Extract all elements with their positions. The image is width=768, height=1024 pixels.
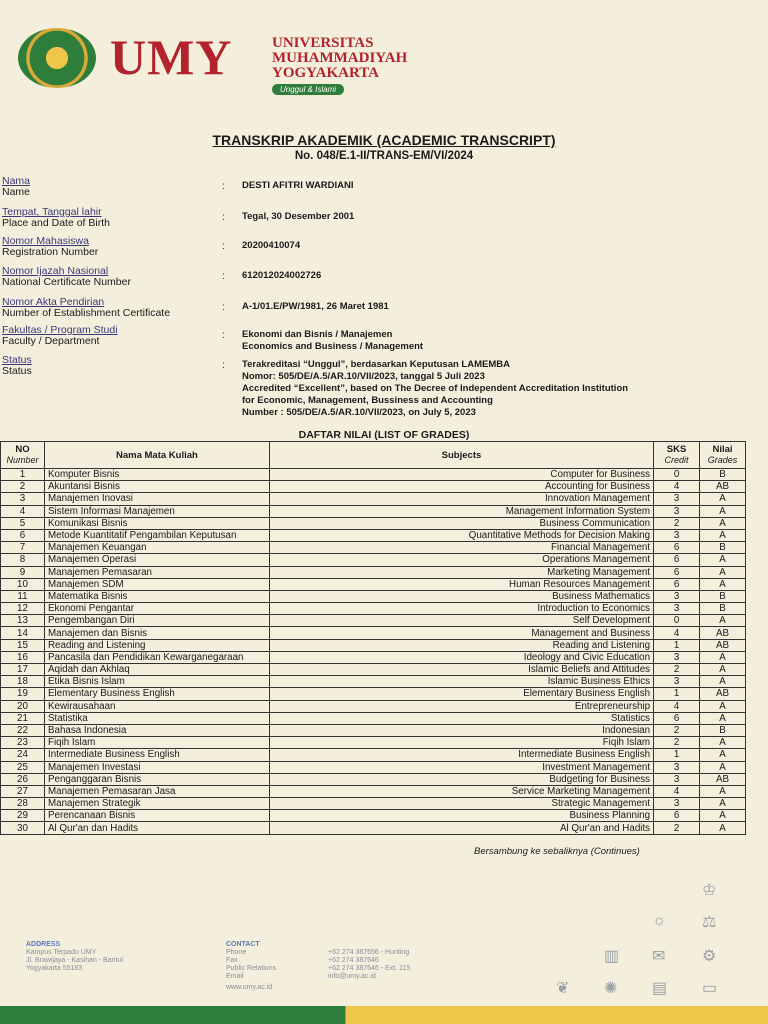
info-value-line: Ekonomi dan Bisnis / Manajemen	[242, 329, 393, 340]
course-subject: Computer for Business	[269, 469, 653, 481]
info-value-line: Economics and Business / Management	[242, 341, 424, 352]
course-subject: Fiqih Islam	[269, 737, 653, 749]
book-icon: ▤	[652, 980, 668, 997]
course-name: Manajemen dan Bisnis	[44, 627, 269, 639]
course-name: Elementary Business English	[44, 688, 269, 700]
course-name: Ekonomi Pengantar	[44, 603, 269, 615]
contact-label: CONTACT	[226, 941, 260, 948]
info-value-line: Number : 505/DE/A.5/AR.10/VII/2023, on July 5, 2023	[242, 407, 476, 418]
course-grade: B	[700, 469, 746, 481]
info-value-line: Accredited “Excellent”, based on The Decree of Independent Accreditation Institution	[242, 383, 629, 394]
course-sks: 2	[654, 737, 700, 749]
course-number: 12	[1, 603, 45, 615]
course-number: 26	[1, 773, 45, 785]
course-number: 24	[1, 749, 45, 761]
table-row	[1, 627, 746, 639]
info-label	[2, 325, 118, 347]
address-line: Jl. Brawijaya - Kasihan - Bantul	[26, 957, 123, 964]
course-grade: B	[700, 724, 746, 736]
table-row	[1, 700, 746, 712]
info-value-line: Nomor: 505/DE/A.5/AR.10/VII/2023, tanggal 5 Juli 2023	[242, 371, 485, 382]
course-sks: 1	[654, 688, 700, 700]
course-subject: Islamic Business Ethics	[269, 676, 653, 688]
grades-title: DAFTAR NILAI (LIST OF GRADES)	[298, 429, 470, 441]
info-colon: :	[222, 360, 225, 371]
table-row	[1, 688, 746, 700]
course-sks: 6	[654, 712, 700, 724]
course-grade: A	[700, 822, 746, 834]
course-name: Al Qur'an dan Hadits	[44, 822, 269, 834]
document-number: No. 048/E.1-II/TRANS-EM/VI/2024	[294, 150, 474, 162]
university-line: YOGYAKARTA	[272, 65, 379, 81]
footer-contact	[226, 941, 276, 992]
course-subject: Accounting for Business	[269, 481, 653, 493]
course-sks: 3	[654, 603, 700, 615]
course-name: Akuntansi Bisnis	[44, 481, 269, 493]
course-subject: Business Communication	[269, 517, 653, 529]
screen-icon: ▭	[702, 980, 718, 997]
header-course-name: Nama Mata Kuliah	[44, 442, 269, 469]
course-subject: Operations Management	[269, 554, 653, 566]
contact-key: Email	[226, 973, 244, 980]
course-grade: A	[700, 664, 746, 676]
header-subjects: Subjects	[269, 442, 653, 469]
course-sks: 3	[654, 505, 700, 517]
info-label-id: Tempat, Tanggal lahir	[2, 206, 102, 218]
info-value-line: DESTI AFITRI WARDIANI	[242, 180, 354, 191]
info-value	[242, 329, 423, 353]
info-label	[2, 266, 131, 288]
course-grade: AB	[700, 688, 746, 700]
course-number: 18	[1, 676, 45, 688]
contact-value: +62 274 387646 - Ext. 115	[328, 965, 411, 972]
course-subject: Islamic Beliefs and Attitudes	[269, 664, 653, 676]
course-name: Metode Kuantitatif Pengambilan Keputusan	[44, 529, 269, 541]
course-subject: Reading and Listening	[269, 639, 653, 651]
table-row	[1, 712, 746, 724]
table-row	[1, 603, 746, 615]
info-label	[2, 355, 32, 377]
course-number: 28	[1, 798, 45, 810]
course-number: 8	[1, 554, 45, 566]
course-number: 17	[1, 664, 45, 676]
contact-key: Public Relations	[226, 965, 277, 972]
info-colon: :	[222, 330, 225, 341]
course-number: 16	[1, 651, 45, 663]
table-row	[1, 590, 746, 602]
sun-icon: ✺	[604, 980, 618, 997]
course-name: Intermediate Business English	[44, 749, 269, 761]
course-name: Aqidah dan Akhlaq	[44, 664, 269, 676]
course-number: 23	[1, 737, 45, 749]
course-grade: A	[700, 676, 746, 688]
course-sks: 4	[654, 627, 700, 639]
info-colon: :	[222, 241, 225, 252]
info-value-line: 20200410074	[242, 240, 301, 251]
course-sks: 2	[654, 664, 700, 676]
website-link[interactable]: www.umy.ac.id	[226, 984, 273, 991]
table-row	[1, 785, 746, 797]
info-value	[242, 240, 300, 252]
info-label-en: Place and Date of Birth	[2, 217, 110, 229]
course-number: 6	[1, 529, 45, 541]
course-number: 1	[1, 469, 45, 481]
info-label-en: Registration Number	[2, 246, 99, 258]
course-grade: AB	[700, 481, 746, 493]
course-sks: 6	[654, 566, 700, 578]
course-name: Manajemen Keuangan	[44, 542, 269, 554]
course-sks: 0	[654, 469, 700, 481]
course-number: 11	[1, 590, 45, 602]
info-label-id: Fakultas / Program Studi	[2, 324, 118, 336]
course-grade: A	[700, 517, 746, 529]
course-number: 3	[1, 493, 45, 505]
course-number: 30	[1, 822, 45, 834]
course-name: Perencanaan Bisnis	[44, 810, 269, 822]
header-no: NO Number	[1, 442, 45, 469]
info-colon: :	[222, 302, 225, 313]
course-sks: 3	[654, 773, 700, 785]
course-number: 9	[1, 566, 45, 578]
course-number: 14	[1, 627, 45, 639]
address-label: ADDRESS	[26, 941, 61, 948]
course-subject: Management Information System	[269, 505, 653, 517]
info-value	[242, 270, 321, 282]
course-subject: Innovation Management	[269, 493, 653, 505]
course-name: Pengembangan Diri	[44, 615, 269, 627]
course-grade: A	[700, 566, 746, 578]
university-line: MUHAMMADIYAH	[272, 50, 408, 66]
university-name	[272, 36, 407, 81]
info-value-line: 612012024002726	[242, 270, 322, 281]
course-grade: B	[700, 590, 746, 602]
course-name: Manajemen Investasi	[44, 761, 269, 773]
course-grade: A	[700, 712, 746, 724]
table-row	[1, 481, 746, 493]
course-grade: A	[700, 505, 746, 517]
course-number: 10	[1, 578, 45, 590]
table-row	[1, 676, 746, 688]
info-value-line: for Economic, Management, Bussiness and Accounting	[242, 395, 493, 406]
course-grade: A	[700, 615, 746, 627]
leaf-icon: ❦	[556, 980, 570, 997]
course-name: Fiqih Islam	[44, 737, 269, 749]
course-sks: 6	[654, 578, 700, 590]
course-number: 27	[1, 785, 45, 797]
info-value-line: A-1/01.E/PW/1981, 26 Maret 1981	[242, 301, 389, 312]
tagline-badge: Unggul & Islami	[272, 84, 344, 95]
course-name: Reading and Listening	[44, 639, 269, 651]
info-value	[242, 211, 354, 223]
course-subject: Entrepreneurship	[269, 700, 653, 712]
table-row	[1, 798, 746, 810]
lightbulb-icon: ☼	[652, 912, 667, 929]
course-grade: A	[700, 493, 746, 505]
course-sks: 4	[654, 700, 700, 712]
course-number: 25	[1, 761, 45, 773]
course-sks: 1	[654, 749, 700, 761]
info-label	[2, 176, 30, 198]
table-row	[1, 639, 746, 651]
table-row	[1, 469, 746, 481]
course-number: 7	[1, 542, 45, 554]
info-label-id: Nomor Ijazah Nasional	[2, 265, 109, 277]
course-name: Bahasa Indonesia	[44, 724, 269, 736]
course-number: 29	[1, 810, 45, 822]
contact-key: Fax	[226, 957, 238, 964]
course-grade: A	[700, 737, 746, 749]
umy-logo-text: UMY	[110, 29, 233, 85]
table-row	[1, 517, 746, 529]
course-name: Komputer Bisnis	[44, 469, 269, 481]
course-grade: B	[700, 603, 746, 615]
course-name: Matematika Bisnis	[44, 590, 269, 602]
table-header-row	[1, 442, 746, 469]
table-row	[1, 651, 746, 663]
document-title: TRANSKRIP AKADEMIK (ACADEMIC TRANSCRIPT)	[212, 132, 556, 148]
table-row	[1, 505, 746, 517]
info-colon: :	[222, 212, 225, 223]
table-row	[1, 810, 746, 822]
table-row	[1, 529, 746, 541]
course-name: Kewirausahaan	[44, 700, 269, 712]
course-number: 4	[1, 505, 45, 517]
course-subject: Management and Business	[269, 627, 653, 639]
course-subject: Quantitative Methods for Decision Making	[269, 529, 653, 541]
contact-value: info@umy.ac.id	[328, 973, 376, 980]
course-subject: Marketing Management	[269, 566, 653, 578]
grades-table	[0, 441, 746, 835]
course-grade: A	[700, 761, 746, 773]
table-row	[1, 493, 746, 505]
course-grade: A	[700, 554, 746, 566]
table-row	[1, 773, 746, 785]
course-sks: 3	[654, 529, 700, 541]
trophy-icon: ♔	[702, 882, 717, 899]
table-row	[1, 737, 746, 749]
building-icon: ▥	[604, 948, 620, 965]
table-row	[1, 822, 746, 834]
course-name: Penganggaran Bisnis	[44, 773, 269, 785]
info-label-id: Nama	[2, 175, 31, 187]
course-number: 22	[1, 724, 45, 736]
gear-icon: ⚙	[702, 948, 717, 965]
course-grade: A	[700, 749, 746, 761]
course-name: Manajemen Inovasi	[44, 493, 269, 505]
info-label-id: Nomor Akta Pendirian	[2, 296, 105, 308]
course-subject: Statistics	[269, 712, 653, 724]
footer-address	[26, 941, 123, 973]
course-name: Sistem Informasi Manajemen	[44, 505, 269, 517]
info-label-en: Number of Establishment Certificate	[2, 307, 171, 319]
table-row	[1, 554, 746, 566]
info-value	[242, 180, 354, 192]
info-label-id: Nomor Mahasiswa	[2, 235, 89, 247]
continues-note: Bersambung ke sebaliknya (Continues)	[474, 846, 640, 857]
address-line: Kampus Terpadu UMY	[26, 949, 97, 956]
info-value-line: Terakreditasi “Unggul”, berdasarkan Keputusan LAMEMBA	[242, 359, 510, 370]
course-sks: 4	[654, 481, 700, 493]
course-sks: 3	[654, 493, 700, 505]
course-subject: Elementary Business English	[269, 688, 653, 700]
info-label	[2, 297, 170, 319]
course-subject: Business Mathematics	[269, 590, 653, 602]
info-label	[2, 236, 98, 258]
course-sks: 4	[654, 785, 700, 797]
course-grade: A	[700, 529, 746, 541]
course-sks: 2	[654, 724, 700, 736]
course-grade: A	[700, 578, 746, 590]
course-subject: Introduction to Economics	[269, 603, 653, 615]
course-subject: Business Planning	[269, 810, 653, 822]
header-sks: SKS Credit	[654, 442, 700, 469]
chat-icon: ✉	[652, 948, 666, 965]
course-number: 15	[1, 639, 45, 651]
info-value	[242, 359, 628, 419]
course-name: Manajemen SDM	[44, 578, 269, 590]
course-name: Manajemen Strategik	[44, 798, 269, 810]
address-line: Yogyakarta 55183	[26, 965, 83, 972]
info-label-en: Faculty / Department	[2, 335, 100, 347]
footer-contact-values	[328, 949, 410, 981]
course-subject: Indonesian	[269, 724, 653, 736]
course-number: 20	[1, 700, 45, 712]
info-label-en: Status	[2, 365, 32, 377]
info-value-line: Tegal, 30 Desember 2001	[242, 211, 355, 222]
umy-seal-logo	[18, 28, 96, 88]
table-row	[1, 761, 746, 773]
course-sks: 0	[654, 615, 700, 627]
course-sks: 6	[654, 554, 700, 566]
course-number: 5	[1, 517, 45, 529]
scale-icon: ⚖	[702, 914, 717, 931]
university-line: UNIVERSITAS	[272, 35, 374, 51]
course-sks: 2	[654, 822, 700, 834]
contact-key: Phone	[226, 949, 247, 956]
info-label-en: National Certificate Number	[2, 276, 131, 288]
course-subject: Ideology and Civic Education	[269, 651, 653, 663]
course-sks: 1	[654, 639, 700, 651]
footer-color-bar	[0, 1006, 768, 1024]
course-name: Manajemen Pemasaran	[44, 566, 269, 578]
course-grade: AB	[700, 639, 746, 651]
table-row	[1, 566, 746, 578]
course-name: Manajemen Pemasaran Jasa	[44, 785, 269, 797]
course-subject: Investment Management	[269, 761, 653, 773]
contact-value: +62 274 387646	[328, 957, 379, 964]
course-number: 2	[1, 481, 45, 493]
course-grade: A	[700, 810, 746, 822]
course-sks: 3	[654, 651, 700, 663]
course-sks: 3	[654, 590, 700, 602]
course-grade: A	[700, 785, 746, 797]
course-subject: Intermediate Business English	[269, 749, 653, 761]
course-number: 19	[1, 688, 45, 700]
info-value	[242, 301, 389, 313]
course-grade: A	[700, 651, 746, 663]
course-subject: Self Development	[269, 615, 653, 627]
course-sks: 3	[654, 798, 700, 810]
course-grade: AB	[700, 773, 746, 785]
course-subject: Service Marketing Management	[269, 785, 653, 797]
info-label-id: Status	[2, 354, 32, 366]
course-sks: 6	[654, 810, 700, 822]
table-row	[1, 615, 746, 627]
course-sks: 3	[654, 761, 700, 773]
course-subject: Strategic Management	[269, 798, 653, 810]
course-name: Statistika	[44, 712, 269, 724]
course-subject: Al Qur'an and Hadits	[269, 822, 653, 834]
course-sks: 3	[654, 676, 700, 688]
course-grade: A	[700, 798, 746, 810]
course-name: Etika Bisnis Islam	[44, 676, 269, 688]
info-colon: :	[222, 271, 225, 282]
course-subject: Human Resources Management	[269, 578, 653, 590]
course-grade: B	[700, 542, 746, 554]
course-subject: Financial Management	[269, 542, 653, 554]
info-colon: :	[222, 181, 225, 192]
info-label-en: Name	[2, 186, 31, 198]
table-row	[1, 578, 746, 590]
course-subject: Budgeting for Business	[269, 773, 653, 785]
table-row	[1, 542, 746, 554]
course-sks: 2	[654, 517, 700, 529]
contact-value: +62 274 387656 - Hunting	[328, 949, 410, 956]
course-grade: A	[700, 700, 746, 712]
course-name: Komunikasi Bisnis	[44, 517, 269, 529]
table-row	[1, 664, 746, 676]
course-name: Manajemen Operasi	[44, 554, 269, 566]
course-number: 13	[1, 615, 45, 627]
header-grade: Nilai Grades	[700, 442, 746, 469]
info-label	[2, 207, 110, 229]
course-grade: AB	[700, 627, 746, 639]
course-sks: 6	[654, 542, 700, 554]
table-row	[1, 749, 746, 761]
course-name: Pancasila dan Pendidikan Kewarganegaraan	[44, 651, 269, 663]
table-row	[1, 724, 746, 736]
course-number: 21	[1, 712, 45, 724]
